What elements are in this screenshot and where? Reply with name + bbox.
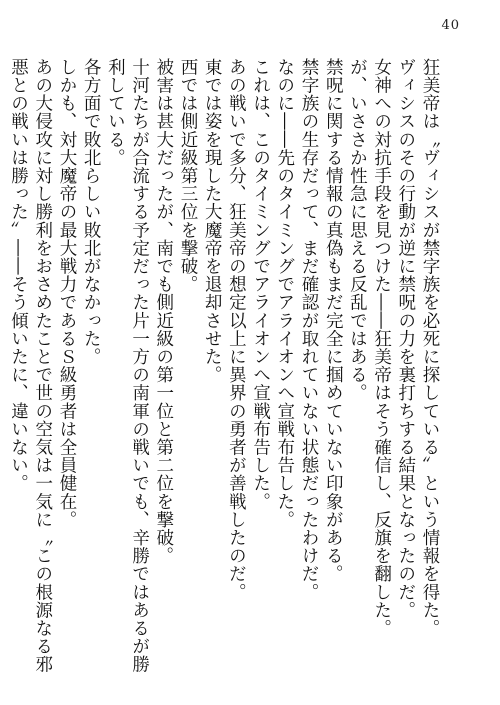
text-line: 禁呪に関する情報の真偽もまだ完全に掴めていない印象がある。 — [323, 58, 344, 583]
text-line: しかも、対大魔帝の最大戦力であるＳ級勇者は全員健在。 — [56, 58, 77, 529]
text-line: あの戦いで多分、狂美帝の想定以上に異界の勇者が善戦したのだ。 — [226, 58, 247, 601]
text-line-wrapped: 十河たちが合流する予定だった片一方の南軍の戦いでも、辛勝ではあるが勝利している。 — [105, 58, 150, 674]
text-line: 被害は甚大だったが、南でも側近級の第一位と第二位を撃破。 — [153, 58, 174, 565]
text-line-wrapped: あの大侵攻に対し勝利をおさめたことで世の空気は一気に〝この根源なる邪悪との戦いは勝った〟――そう傾いたに、違いない。 — [8, 58, 53, 674]
text-line: これは、このタイミングでアライオンへ宣戦布告した。 — [250, 58, 271, 511]
text-line: 女神への対抗手段を見つけた――狂美帝はそう確信し、反旗を翻した。 — [371, 58, 392, 638]
text-line: 各方面で敗北らしい敗北がなかった。 — [81, 58, 102, 366]
text-line: ヴィシスのその行動が逆に禁呪の力を裏打ちする結果となったのだ。 — [395, 58, 416, 620]
text-line: 西では側近級第三位を撃破。 — [177, 58, 198, 294]
text-line: が、いささか性急に思える反乱ではある。 — [347, 58, 368, 402]
text-line: なのに――先のタイミングでアライオンへ宣戦布告した。 — [274, 58, 295, 529]
text-line: 狂美帝は〝ヴィシスが禁字族を必死に探している〟という情報を得た。 — [420, 58, 440, 638]
text-line: 東では姿を現した大魔帝を退却させた。 — [202, 58, 223, 384]
text-line: 禁字族の生存だって、まだ確認が取れていない状態だったわけだ。 — [298, 58, 319, 601]
body-text — [6, 58, 442, 678]
page-number: 40 — [441, 18, 460, 33]
